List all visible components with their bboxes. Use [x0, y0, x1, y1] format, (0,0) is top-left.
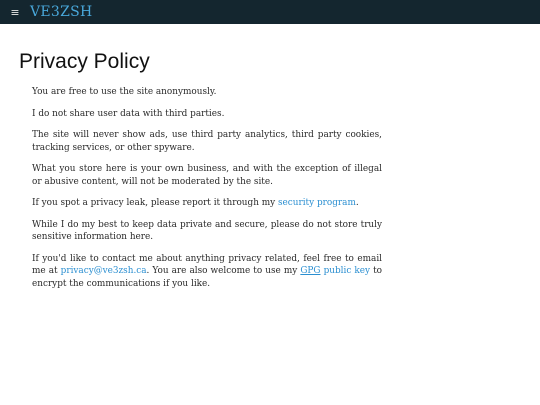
- contact-text-mid: . You are also welcome to use my: [146, 266, 301, 276]
- paragraph-sensitive-info: While I do my best to keep data private and secure, please do not store truly sensitive information here.: [32, 219, 382, 242]
- menu-icon[interactable]: ≡: [10, 5, 20, 19]
- paragraph-no-sharing: I do not share user data with third parties.: [32, 108, 225, 119]
- paragraph-contact: [32, 253, 382, 291]
- top-nav-bar: [0, 0, 540, 24]
- privacy-email-link[interactable]: privacy@ve3zsh.ca: [60, 266, 147, 276]
- paragraph-privacy-leak: [32, 197, 382, 210]
- contact-text-start: If you'd like to contact me about anything privacy related, feel free to email me at: [32, 253, 382, 276]
- paragraph-no-ads: The site will never show ads, use third party analytics, third party cookies, tracking services, or other spyware.: [32, 130, 382, 153]
- paragraph-anonymous: You are free to use the site anonymously.: [32, 87, 217, 97]
- leak-text-end: .: [355, 198, 359, 208]
- leak-text-start: If you spot a privacy leak, please report it through my: [32, 198, 278, 208]
- paragraph-moderation: What you store here is your own business, and with the exception of illegal or abusive content, will not be moderated by the site.: [32, 164, 382, 187]
- security-program-link[interactable]: security program: [277, 198, 356, 208]
- public-key-link[interactable]: public key: [323, 266, 371, 276]
- gpg-link[interactable]: GPG: [300, 266, 321, 276]
- policy-body: [19, 86, 382, 290]
- page-title: Privacy Policy: [19, 50, 150, 73]
- site-logo-link[interactable]: VE3ZSH: [30, 4, 93, 20]
- main-content: [0, 24, 540, 290]
- contact-text-end: to encrypt the communications if you like.: [32, 266, 382, 289]
